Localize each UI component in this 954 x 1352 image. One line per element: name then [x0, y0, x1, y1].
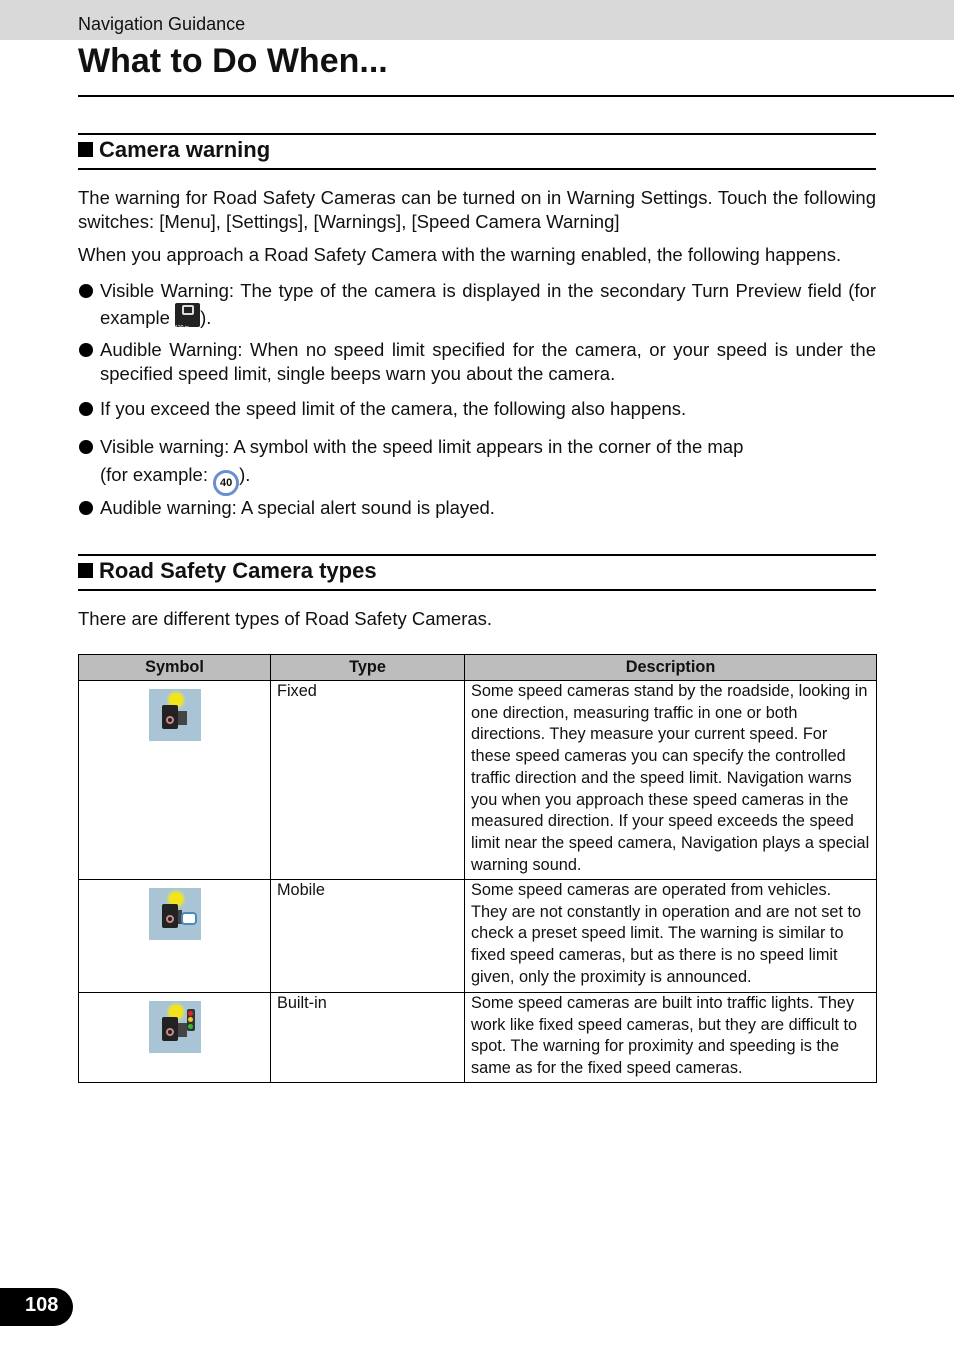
- camera-warning-heading: [78, 133, 876, 170]
- heading-text: Camera warning: [99, 137, 271, 162]
- header-band: [0, 0, 954, 40]
- bullet-icon: [79, 284, 93, 298]
- heading-text: Road Safety Camera types: [99, 558, 377, 583]
- page-title: What to Do When...: [78, 42, 388, 80]
- column-header: Type: [271, 655, 465, 681]
- page-number: 108: [0, 1288, 73, 1326]
- square-bullet-icon: [78, 563, 93, 578]
- symbol-cell: [79, 681, 271, 880]
- list-item: [78, 338, 876, 386]
- symbol-cell: [79, 880, 271, 993]
- bullet-text: ).: [200, 307, 212, 328]
- list-item: [78, 433, 876, 496]
- table-row: [79, 681, 877, 880]
- column-header: Symbol: [79, 655, 271, 681]
- bullet-text: Audible warning: A special alert sound is played.: [100, 497, 495, 518]
- bullet-icon: [79, 402, 93, 416]
- list-item: [78, 496, 876, 520]
- bullet-text: Visible warning: A symbol with the speed limit appears in the corner of the map: [100, 436, 744, 457]
- bullet-icon: [79, 440, 93, 454]
- type-cell: Built-in: [271, 993, 465, 1083]
- list-item: [78, 279, 876, 330]
- table-row: [79, 993, 877, 1083]
- table-row: [79, 880, 877, 993]
- bullet-text: ).: [239, 464, 251, 485]
- description-cell: Some speed cameras are operated from vehicles. They are not constantly in operation and are not set to check a preset speed limit. The warning is similar to fixed speed cameras, but as there is no speed limit given, only the proximity is announced.: [465, 880, 877, 993]
- mobile-camera-icon: [149, 888, 201, 940]
- description-cell: Some speed cameras are built into traffic lights. They work like fixed speed cameras, but they are difficult to spot. The warning for proximity and speeding is the same as for the fixed speed cameras.: [465, 993, 877, 1083]
- bullet-text: Audible Warning: When no speed limit specified for the camera, or your speed is under the specified speed limit, single beeps warn you about the camera.: [100, 339, 876, 384]
- camera-types-table: [78, 654, 877, 1083]
- fixed-camera-icon: [149, 689, 201, 741]
- paragraph: The warning for Road Safety Cameras can be turned on in Warning Settings. Touch the following switches: [Menu], [Settings], [Warnings], [Speed Camera Warning]: [78, 187, 876, 232]
- paragraph: There are different types of Road Safety Cameras.: [78, 608, 493, 629]
- bullet-icon: [79, 343, 93, 357]
- camera-types-heading: [78, 554, 876, 591]
- paragraph: When you approach a Road Safety Camera with the warning enabled, the following happens.: [78, 244, 842, 265]
- type-cell: Fixed: [271, 681, 465, 880]
- speed-limit-icon: 40: [213, 470, 239, 496]
- section-name: Navigation Guidance: [78, 14, 246, 34]
- bullet-icon: [79, 501, 93, 515]
- square-bullet-icon: [78, 142, 93, 157]
- column-header: Description: [465, 655, 877, 681]
- type-cell: Mobile: [271, 880, 465, 993]
- bullet-text: Visible Warning: The type of the camera is displayed in the secondary Turn Preview field (for example: [100, 280, 876, 328]
- table-header: [79, 655, 877, 681]
- list-item: [78, 397, 876, 421]
- symbol-cell: [79, 993, 271, 1083]
- description-cell: Some speed cameras stand by the roadside, looking in one direction, measuring traffic in one or both directions. They measure your current speed. For these speed cameras you can specify the controlled traffic direction and the speed limit. Navigation warns you when you approach these speed cameras in the measured direction. If your speed exceeds the speed limit near the speed camera, Navigation plays a special warning sound.: [465, 681, 877, 880]
- title-divider: [78, 95, 954, 97]
- turn-preview-camera-icon: 120 m: [175, 303, 200, 327]
- built-in-camera-icon: [149, 1001, 201, 1053]
- bullet-text: (for example:: [100, 464, 214, 485]
- bullet-text: If you exceed the speed limit of the camera, the following also happens.: [100, 398, 687, 419]
